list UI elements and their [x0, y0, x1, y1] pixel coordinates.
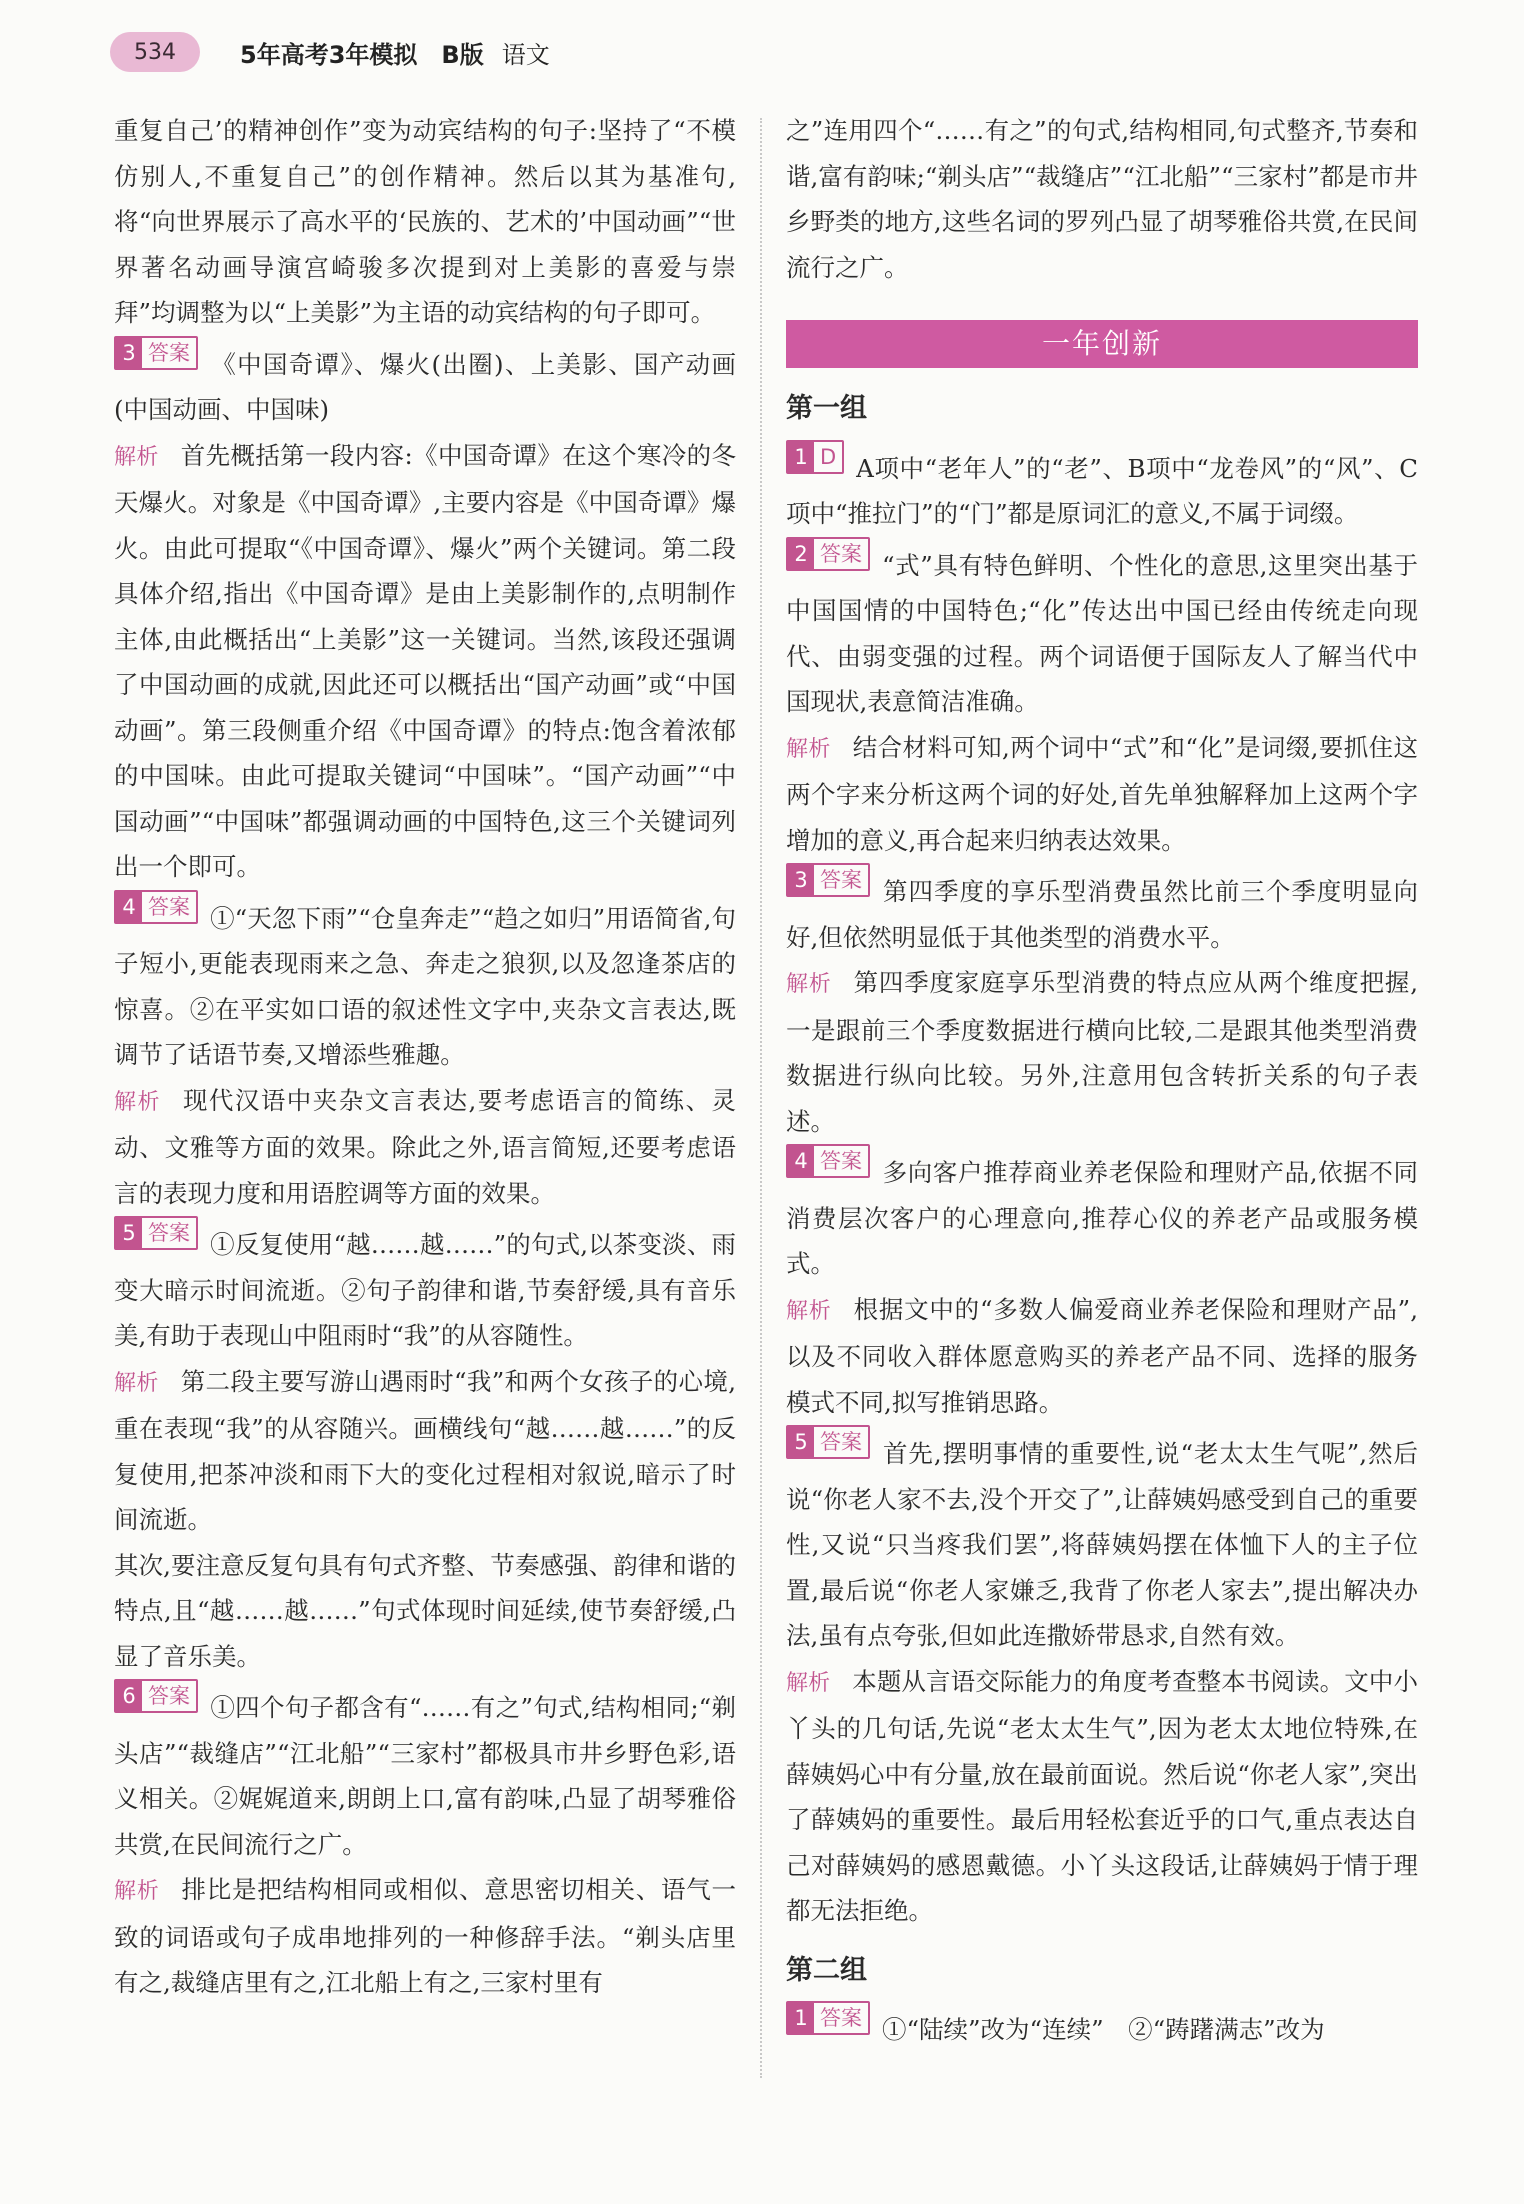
analysis-label: 解析 [114, 444, 159, 470]
analysis-label: 解析 [786, 736, 831, 762]
right-intro: 之”连用四个“……有之”的句式,结构相同,句式整齐,节奏和谐,富有韵味;“剃头店”“裁缝店”“江北船”“三家村”都是市井乡野类的地方,这些名词的罗列凸显了胡琴雅俗共赏,在民间流行之广。 [786, 116, 1418, 282]
analysis-label: 解析 [786, 1298, 832, 1324]
analysis-block: 解析 本题从言语交际能力的角度考查整本书阅读。文中小丫头的几句话,先说“老太太生气”,因为老太太地位特殊,在薛姨妈心中有分量,放在最前面说。然后说“你老人家”,突出了薛姨妈的重要性。最后用轻松套近乎的口气,重点表达自己对薛姨妈的感恩戴德。小丫头这段话,让薛姨妈于情于理都无法拒绝。 [786, 1666, 1418, 1925]
edition: B版 [441, 40, 484, 69]
analysis-block: 解析 现代汉语中夹杂文言表达,要考虑语言的简练、灵动、文雅等方面的效果。除此之外,语言简短,还要考虑语言的表现力度和用语腔调等方面的效果。 [114, 1085, 736, 1208]
book-title: 5年高考3年模拟 [240, 40, 418, 69]
answer-tag: 5 答案 [786, 1425, 870, 1459]
page-number: 534 [110, 32, 200, 72]
group-title: 第一组 [786, 393, 867, 424]
answer-block: 1 D A项中“老年人”的“老”、B项中“龙卷风”的“风”、C项中“推拉门”的“门”都是原词汇的意义,不属于词缀。 [786, 440, 1418, 537]
right-column [786, 108, 1418, 2053]
analysis-label: 解析 [114, 1879, 160, 1904]
paragraph: 其次,要注意反复句具有句式齐整、节奏感强、韵律和谐的特点,且“越……越……”句式体现时间延续,使节奏舒缓,凸显了音乐美。 [114, 1550, 736, 1671]
analysis-block: 解析 排比是把结构相同或相似、意思密切相关、语气一致的词语或句子成串地排列的一种修辞手法。“剃头店里有之,裁缝店里有之,江北船上有之,三家村里有 [114, 1875, 736, 1997]
left-column [114, 108, 736, 2006]
analysis-label: 解析 [114, 1089, 161, 1115]
answer-block: 5 答案 ①反复使用“越……越……”的句式,以茶变淡、雨变大暗示时间流逝。②句子韵律和谐,节奏舒缓,具有音乐美,有助于表现山中阻雨时“我”的从容随性。 [114, 1216, 736, 1359]
answer-block: 2 答案 “式”具有特色鲜明、个性化的意思,这里突出基于中国国情的中国特色;“化”传达出中国已经由传统走向现代、由弱变强的过程。两个词语便于国际友人了解当代中国现状,表意简洁准确。 [786, 537, 1418, 725]
answer-tag: 1 D [786, 440, 844, 474]
analysis-label: 解析 [786, 972, 832, 997]
answer-tag: 6 答案 [114, 1679, 198, 1713]
analysis-label: 解析 [786, 1670, 831, 1696]
analysis-block: 解析 第四季度家庭享乐型消费的特点应从两个维度把握,一是跟前三个季度数据进行横向比较,二是跟其他类型消费数据进行纵向比较。另外,注意用包含转折关系的句子表述。 [786, 968, 1418, 1136]
answer-tag: 4 答案 [114, 890, 198, 924]
answer-block: 4 答案 ①“天忽下雨”“仓皇奔走”“趋之如归”用语简省,句子短小,更能表现雨来之急、奔走之狼狈,以及忽逢茶店的惊喜。②在平实如口语的叙述性文字中,夹杂文言表达,既调节了话语节奏,又增添些雅趣。 [114, 890, 736, 1078]
analysis-block: 解析 首先概括第一段内容:《中国奇谭》在这个寒冷的冬天爆火。对象是《中国奇谭》,主要内容是《中国奇谭》爆火。由此可提取“《中国奇谭》、爆火”两个关键词。第二段具体介绍,指出《中国奇谭》是由上美影制作的,点明制作主体,由此概括出“上美影”这一关键词。当然,该段还强调了中国动画的成就,因此还可以概括出“国产动画”或“中国动画”。第三段侧重介绍《中国奇谭》的特点:饱含着浓郁的中国味。由此可提取关键词“中国味”。“国产动画”“中国动画”“中国味”都强调动画的中国特色,这三个关键词列出一个即可。 [114, 440, 736, 881]
answer-tag: 2 答案 [786, 537, 870, 571]
answer-block: 3 答案 第四季度的享乐型消费虽然比前三个季度明显向好,但依然明显低于其他类型的消费水平。 [786, 863, 1418, 960]
column-divider [760, 118, 762, 2078]
answer-tag: 4 答案 [786, 1144, 870, 1178]
analysis-label: 解析 [114, 1370, 159, 1396]
group-title: 第二组 [786, 1954, 867, 1986]
answer-block: 1 答案 ①“陆续”改为“连续” ②“踌躇满志”改为 [786, 2001, 1418, 2053]
section-banner: 一年创新 [786, 320, 1418, 368]
analysis-block: 解析 第二段主要写游山遇雨时“我”和两个女孩子的心境,重在表现“我”的从容随兴。画横线句“越……越……”的反复使用,把茶冲淡和雨下大的变化过程相对叙说,暗示了时间流逝。 [114, 1366, 736, 1534]
answer-tag: 5 答案 [114, 1216, 198, 1250]
answer-block: 4 答案 多向客户推荐商业养老保险和理财产品,依据不同消费层次客户的心理意向,推荐心仪的养老产品或服务模式。 [786, 1144, 1418, 1287]
left-intro: 重复自己’的精神创作”变为动宾结构的句子:坚持了“不模仿别人,不重复自己”的创作精神。然后以其为基准句,将“向世界展示了高水平的‘民族的、艺术的’中国动画”“世界著名动画导演宫崎骏多次提到对上美影的喜爱与崇拜”均调整为以“上美影”为主语的动宾结构的句子即可。 [114, 116, 736, 327]
answer-tag: 3 答案 [114, 336, 198, 370]
analysis-block: 解析 结合材料可知,两个词中“式”和“化”是词缀,要抓住这两个字来分析这两个词的好处,首先单独解释加上这两个字增加的意义,再合起来归纳表达效果。 [786, 732, 1418, 855]
answer-block: 6 答案 ①四个句子都含有“……有之”句式,结构相同;“剃头店”“裁缝店”“江北船”“三家村”都极具市井乡野色彩,语义相关。②娓娓道来,朗朗上口,富有韵味,凸显了胡琴雅俗共赏,在民间流行之广。 [114, 1679, 736, 1867]
answer-block: 3 答案 《中国奇谭》、爆火(出圈)、上美影、国产动画(中国动画、中国味) [114, 336, 736, 433]
subject: 语文 [501, 40, 550, 69]
analysis-block: 解析 根据文中的“多数人偏爱商业养老保险和理财产品”,以及不同收入群体愿意购买的养老产品不同、选择的服务模式不同,拟写推销思路。 [786, 1294, 1418, 1417]
answer-block: 5 答案 首先,摆明事情的重要性,说“老太太生气呢”,然后说“你老人家不去,没个开交了”,让薛姨妈感受到自己的重要性,又说“只当疼我们罢”,将薛姨妈摆在体恤下人的主子位置,最后说“你老人家嫌乏,我背了你老人家去”,提出解决办法,虽有点夸张,但如此连撒娇带恳求,自然有效。 [786, 1425, 1418, 1659]
page-header [110, 30, 550, 74]
answer-tag: 1 答案 [786, 2001, 870, 2035]
answer-tag: 3 答案 [786, 863, 870, 897]
